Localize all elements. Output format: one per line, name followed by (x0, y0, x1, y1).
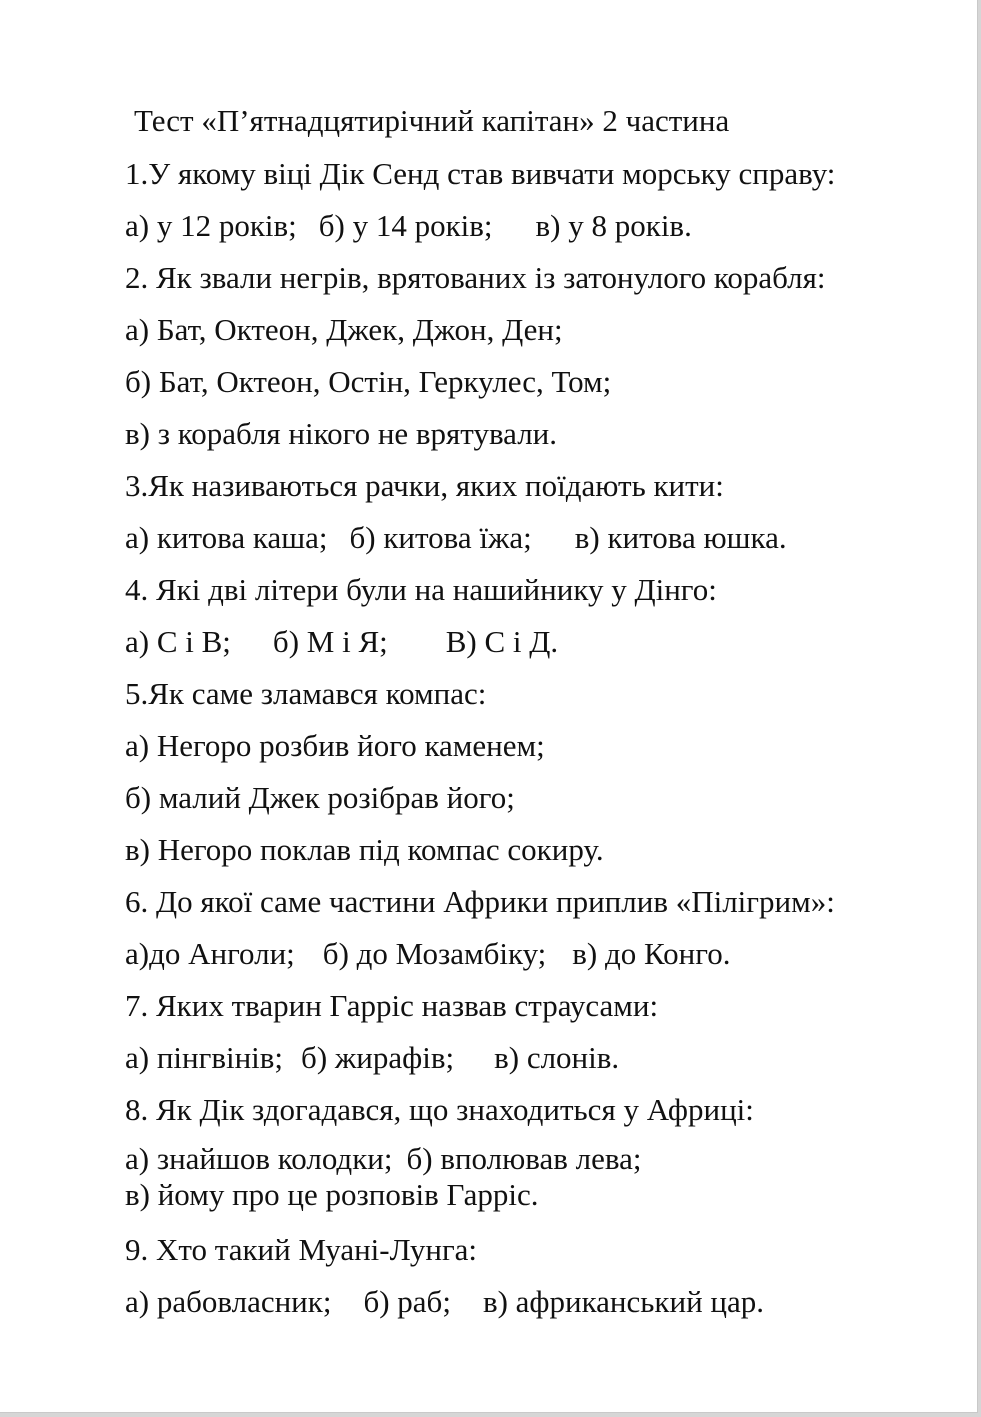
question-3-option-b: б) китова їжа; (349, 520, 532, 555)
question-7-options (125, 1038, 619, 1078)
question-9-options (125, 1282, 764, 1322)
question-8-option-c: в) йому про це розповів Гарріс. (125, 1177, 539, 1212)
question-7: 7. Яких тварин Гарріс назвав страусами: (125, 988, 659, 1023)
question-3-options (125, 518, 787, 558)
question-5-option-b: б) малий Джек розібрав його; (125, 780, 515, 815)
question-9-option-a: а) рабовласник; (125, 1284, 332, 1319)
question-3-option-a: а) китова каша; (125, 520, 328, 555)
question-9-option-c: в) африканський цар. (482, 1284, 765, 1319)
question-4-option-c: В) С і Д. (445, 624, 559, 659)
question-3: 3.Як називаються рачки, яких поїдають кити: (125, 468, 724, 503)
question-3-option-c: в) китова юшка. (574, 520, 787, 555)
question-7-option-b: б) жирафів; (301, 1040, 455, 1075)
question-9-option-b: б) раб; (363, 1284, 451, 1319)
question-8-option-b: б) вполював лева; (406, 1141, 642, 1176)
question-4-option-a: а) С і В; (125, 624, 231, 659)
question-6-option-c: в) до Конго. (572, 936, 731, 971)
question-4: 4. Які дві літери були на нашийнику у Дінго: (125, 572, 717, 607)
question-8-option-a: а) знайшов колодки; (125, 1141, 393, 1176)
question-1-option-b: б) у 14 років; (318, 208, 493, 243)
question-4-option-b: б) М і Я; (272, 624, 388, 659)
question-2-option-c: в) з корабля нікого не врятували. (125, 416, 558, 451)
question-1-option-c: в) у 8 років. (535, 208, 692, 243)
question-4-options (125, 622, 558, 662)
question-7-option-a: а) пінгвінів; (125, 1040, 284, 1075)
question-1: 1.У якому віці Дік Сенд став вивчати морську справу: (125, 156, 836, 191)
question-2-option-a: а) Бат, Октеон, Джек, Джон, Ден; (125, 312, 563, 347)
question-5: 5.Як саме зламався компас: (125, 676, 487, 711)
question-1-option-a: а) у 12 років; (125, 208, 297, 243)
question-5-option-a: а) Негоро розбив його каменем; (125, 728, 545, 763)
question-9: 9. Хто такий Муані-Лунга: (125, 1232, 478, 1267)
question-6-option-b: б) до Мозамбіку; (322, 936, 547, 971)
question-6-option-a: а)до Анголи; (125, 936, 295, 971)
question-2-option-b: б) Бат, Октеон, Остін, Геркулес, Том; (125, 364, 612, 399)
question-8: 8. Як Дік здогадався, що знаходиться у Африці: (125, 1092, 754, 1127)
page-title: Тест «П’ятнадцятирічний капітан» 2 частина (134, 103, 730, 138)
question-2: 2. Як звали негрів, врятованих із затонулого корабля: (125, 260, 826, 295)
question-5-option-c: в) Негоро поклав під компас сокиру. (125, 832, 604, 867)
question-8-options (125, 1142, 641, 1176)
question-6: 6. До якої саме частини Африки приплив «Пілігрим»: (125, 884, 835, 919)
question-1-options (125, 206, 692, 246)
question-7-option-c: в) слонів. (494, 1040, 620, 1075)
question-6-options (125, 934, 730, 974)
